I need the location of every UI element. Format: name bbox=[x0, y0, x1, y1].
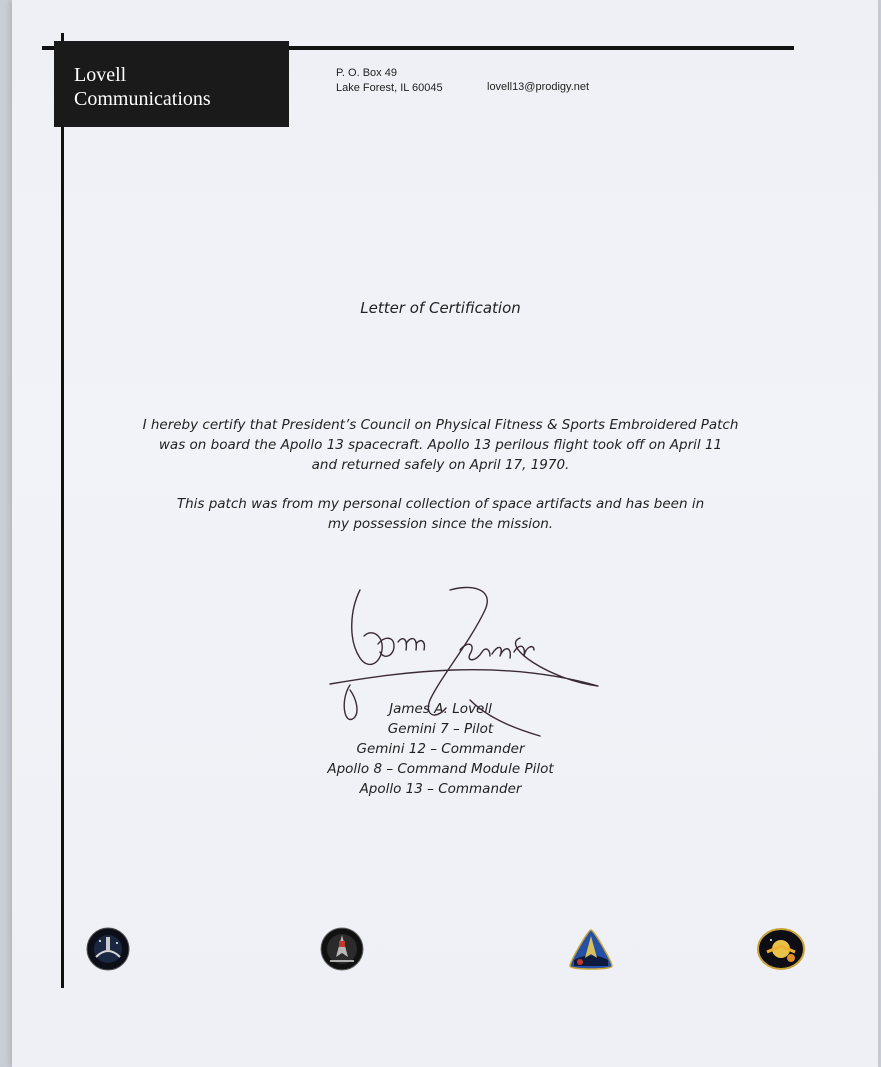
paragraph-line: was on board the Apollo 13 spacecraft. Apollo 13 perilous flight took off on April 11 bbox=[158, 437, 723, 453]
handwritten-signature bbox=[320, 580, 610, 740]
paragraph-line: my possession since the mission. bbox=[327, 516, 554, 532]
address-line1: P. O. Box 49 bbox=[336, 67, 397, 79]
gemini-12-patch-icon bbox=[320, 927, 364, 971]
email-address: lovell13@prodigy.net bbox=[487, 81, 590, 93]
company-logo-box bbox=[54, 41, 289, 127]
company-name-line2: Communications bbox=[74, 88, 211, 110]
apollo-8-patch-icon bbox=[566, 928, 616, 972]
provenance-paragraph bbox=[0, 494, 881, 534]
signatory-role: Apollo 13 – Commander bbox=[359, 781, 522, 797]
letter-title: Letter of Certification bbox=[360, 299, 521, 317]
certification-paragraph bbox=[0, 415, 881, 475]
paragraph-line: and returned safely on April 17, 1970. bbox=[311, 457, 570, 473]
apollo-13-patch-icon bbox=[757, 928, 805, 970]
postal-address bbox=[336, 66, 443, 96]
paragraph-line: This patch was from my personal collection of space artifacts and has been in bbox=[176, 496, 705, 512]
signatory-role: Gemini 7 – Pilot bbox=[387, 721, 494, 737]
address-line2: Lake Forest, IL 60045 bbox=[336, 82, 443, 94]
paragraph-line: I hereby certify that President’s Council on Physical Fitness & Sports Embroidered Patch bbox=[142, 417, 739, 433]
gemini-7-patch-icon bbox=[86, 927, 130, 971]
company-name-line1: Lovell bbox=[74, 64, 127, 86]
signatory-role: Gemini 12 – Commander bbox=[356, 741, 525, 757]
signatory-role: Apollo 8 – Command Module Pilot bbox=[327, 761, 554, 777]
signatory-name: James A. Lovell bbox=[389, 701, 492, 717]
